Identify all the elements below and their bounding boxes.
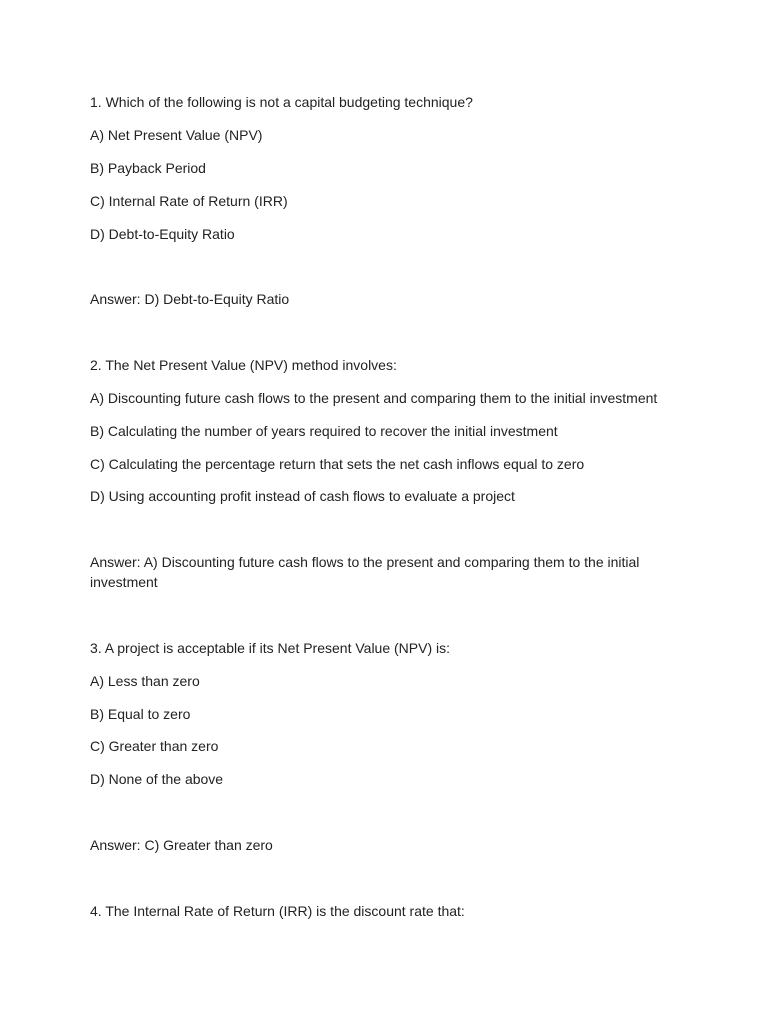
question-1-option-c: C) Internal Rate of Return (IRR) [90, 193, 288, 209]
question-3-option-b: B) Equal to zero [90, 706, 191, 722]
question-3-text: 3. A project is acceptable if its Net Present Value (NPV) is: [90, 640, 451, 656]
question-3-option-c: C) Greater than zero [90, 738, 219, 754]
question-1-option-d: D) Debt-to-Equity Ratio [90, 226, 235, 242]
question-1-answer: Answer: D) Debt-to-Equity Ratio [90, 291, 290, 307]
question-3-option-a: A) Less than zero [90, 673, 200, 689]
question-2-option-a: A) Discounting future cash flows to the present and comparing them to the initial investment [90, 390, 658, 406]
question-1-text: 1. Which of the following is not a capital budgeting technique? [90, 94, 473, 110]
question-1-option-a: A) Net Present Value (NPV) [90, 127, 263, 143]
question-4-text: 4. The Internal Rate of Return (IRR) is the discount rate that: [90, 903, 465, 919]
question-2-option-d: D) Using accounting profit instead of cash flows to evaluate a project [90, 488, 515, 504]
question-1-option-b: B) Payback Period [90, 160, 206, 176]
question-2-text: 2. The Net Present Value (NPV) method involves: [90, 357, 397, 373]
question-2-answer: Answer: A) Discounting future cash flows to the present and comparing them to the initial investment [90, 554, 640, 590]
question-2-option-b: B) Calculating the number of years required to recover the initial investment [90, 423, 558, 439]
question-3-answer: Answer: C) Greater than zero [90, 837, 273, 853]
question-2-option-c: C) Calculating the percentage return that sets the net cash inflows equal to zero [90, 456, 585, 472]
question-3-option-d: D) None of the above [90, 771, 224, 787]
